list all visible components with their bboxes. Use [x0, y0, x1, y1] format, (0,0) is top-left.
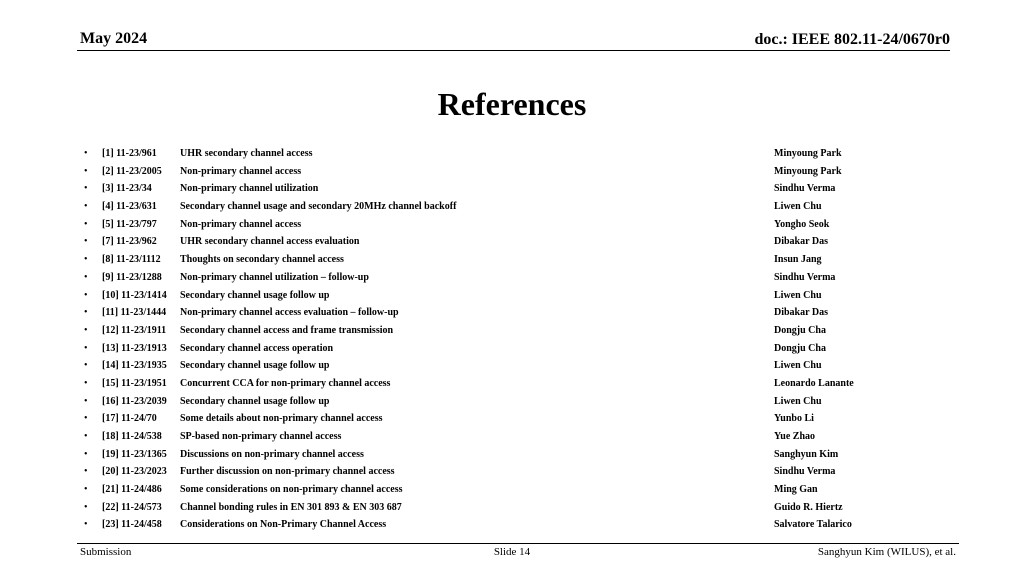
reference-title: UHR secondary channel access	[180, 148, 313, 159]
reference-title: Thoughts on secondary channel access	[180, 254, 344, 266]
reference-item	[80, 357, 960, 375]
reference-author: Sindhu Verma	[774, 183, 836, 195]
reference-item	[80, 463, 960, 481]
bullet-icon: •	[84, 183, 88, 195]
bullet-icon: •	[84, 501, 88, 513]
reference-author: Minyoung Park	[774, 148, 842, 159]
reference-item	[80, 481, 960, 499]
footer-author: Sanghyun Kim (WILUS), et al.	[817, 546, 956, 558]
reference-title: Non-primary channel access evaluation – follow-up	[180, 307, 399, 319]
reference-id: [17] 11-24/70	[102, 413, 157, 425]
bullet-icon: •	[84, 307, 88, 319]
reference-id: [13] 11-23/1913	[102, 342, 167, 354]
reference-id: [22] 11-24/573	[102, 501, 162, 513]
reference-author: Yongho Seok	[774, 218, 830, 230]
reference-id: [11] 11-23/1444	[102, 307, 167, 319]
reference-author: Ming Gan	[774, 484, 818, 496]
bullet-icon: •	[84, 271, 88, 283]
bullet-icon: •	[84, 165, 88, 177]
reference-author: Liwen Chu	[774, 289, 822, 301]
reference-id: [14] 11-23/1935	[102, 360, 167, 372]
bullet-icon: •	[84, 218, 88, 230]
reference-item	[80, 375, 960, 393]
bullet-icon: •	[84, 289, 88, 301]
reference-id: [7] 11-23/962	[102, 236, 157, 248]
reference-id: [3] 11-23/34	[102, 183, 152, 195]
reference-item	[80, 198, 960, 216]
reference-id: [20] 11-23/2023	[102, 466, 167, 478]
reference-title: Discussions on non-primary channel access	[180, 448, 364, 460]
reference-title: Non-primary channel access	[180, 165, 302, 177]
reference-item	[80, 233, 960, 251]
reference-item	[80, 216, 960, 234]
reference-author: Sanghyun Kim	[774, 448, 839, 460]
reference-id: [12] 11-23/1911	[102, 324, 167, 336]
reference-title: Secondary channel access operation	[180, 342, 334, 354]
footer-divider	[77, 543, 959, 544]
bullet-icon: •	[84, 413, 88, 425]
bullet-icon: •	[84, 431, 88, 442]
reference-list	[80, 145, 960, 534]
reference-id: [19] 11-23/1365	[102, 448, 167, 460]
bullet-icon: •	[84, 148, 88, 159]
reference-author: Leonardo Lanante	[774, 377, 854, 389]
reference-author: Liwen Chu	[774, 395, 822, 407]
reference-author: Dongju Cha	[774, 324, 826, 336]
bullet-icon: •	[84, 519, 88, 531]
footer-slide-number: Slide 14	[493, 546, 531, 558]
header-doc-id: doc.: IEEE 802.11-24/0670r0	[754, 31, 950, 48]
reference-id: [8] 11-23/1112	[102, 254, 161, 266]
reference-id: [10] 11-23/1414	[102, 289, 167, 301]
reference-title: Non-primary channel access	[180, 218, 302, 230]
reference-id: [4] 11-23/631	[102, 201, 157, 213]
reference-item	[80, 516, 960, 534]
reference-author: Minyoung Park	[774, 165, 842, 177]
header-divider	[77, 50, 950, 51]
reference-title: Secondary channel usage follow up	[180, 289, 330, 301]
reference-title: Some details about non-primary channel access	[180, 413, 383, 425]
reference-author: Guido R. Hiertz	[774, 501, 843, 513]
reference-author: Liwen Chu	[774, 360, 822, 372]
reference-author: Dongju Cha	[774, 342, 826, 354]
bullet-icon: •	[84, 484, 88, 496]
reference-id: [21] 11-24/486	[102, 484, 162, 496]
reference-item	[80, 393, 960, 411]
reference-author: Salvatore Talarico	[774, 519, 852, 531]
reference-title: Secondary channel usage and secondary 20MHz channel backoff	[180, 201, 457, 213]
header-date: May 2024	[80, 30, 148, 47]
bullet-icon: •	[84, 342, 88, 354]
reference-title: UHR secondary channel access evaluation	[180, 236, 360, 248]
reference-title: Secondary channel usage follow up	[180, 395, 330, 407]
reference-item	[80, 428, 960, 446]
reference-item	[80, 304, 960, 322]
bullet-icon: •	[84, 201, 88, 213]
reference-id: [15] 11-23/1951	[102, 377, 167, 389]
reference-title: Considerations on Non-Primary Channel Access	[180, 519, 387, 531]
reference-item	[80, 340, 960, 358]
reference-id: [5] 11-23/797	[102, 218, 157, 230]
reference-title: SP-based non-primary channel access	[180, 431, 342, 442]
reference-item	[80, 269, 960, 287]
reference-item	[80, 446, 960, 464]
reference-title: Further discussion on non-primary channel access	[180, 466, 395, 478]
bullet-icon: •	[84, 360, 88, 372]
reference-item	[80, 287, 960, 305]
footer-submission: Submission	[80, 546, 132, 558]
reference-title: Non-primary channel utilization – follow-up	[180, 271, 369, 283]
bullet-icon: •	[84, 466, 88, 478]
reference-item	[80, 180, 960, 198]
reference-id: [18] 11-24/538	[102, 431, 162, 442]
bullet-icon: •	[84, 448, 88, 460]
reference-author: Yue Zhao	[774, 431, 816, 442]
bullet-icon: •	[84, 395, 88, 407]
reference-item	[80, 322, 960, 340]
reference-item	[80, 251, 960, 269]
reference-item	[80, 145, 960, 163]
reference-item	[80, 163, 960, 181]
reference-title: Secondary channel access and frame transmission	[180, 324, 394, 336]
reference-author: Dibakar Das	[774, 236, 828, 248]
reference-title: Some considerations on non-primary channel access	[180, 484, 403, 496]
reference-author: Sindhu Verma	[774, 271, 836, 283]
bullet-icon: •	[84, 377, 88, 389]
reference-id: [16] 11-23/2039	[102, 395, 167, 407]
reference-title: Channel bonding rules in EN 301 893 & EN 303 687	[180, 501, 402, 513]
reference-id: [23] 11-24/458	[102, 519, 162, 531]
slide-title: References	[437, 86, 587, 122]
reference-author: Insun Jang	[774, 254, 822, 266]
reference-title: Secondary channel usage follow up	[180, 360, 330, 372]
reference-item	[80, 499, 960, 517]
reference-title: Non-primary channel utilization	[180, 183, 319, 195]
reference-author: Liwen Chu	[774, 201, 822, 213]
reference-id: [9] 11-23/1288	[102, 271, 162, 283]
reference-id: [2] 11-23/2005	[102, 165, 162, 177]
reference-id: [1] 11-23/961	[102, 148, 157, 159]
reference-title: Concurrent CCA for non-primary channel access	[180, 377, 391, 389]
reference-author: Sindhu Verma	[774, 466, 836, 478]
bullet-icon: •	[84, 236, 88, 248]
bullet-icon: •	[84, 254, 88, 266]
reference-item	[80, 410, 960, 428]
reference-author: Yunbo Li	[774, 413, 814, 425]
bullet-icon: •	[84, 324, 88, 336]
reference-author: Dibakar Das	[774, 307, 828, 319]
